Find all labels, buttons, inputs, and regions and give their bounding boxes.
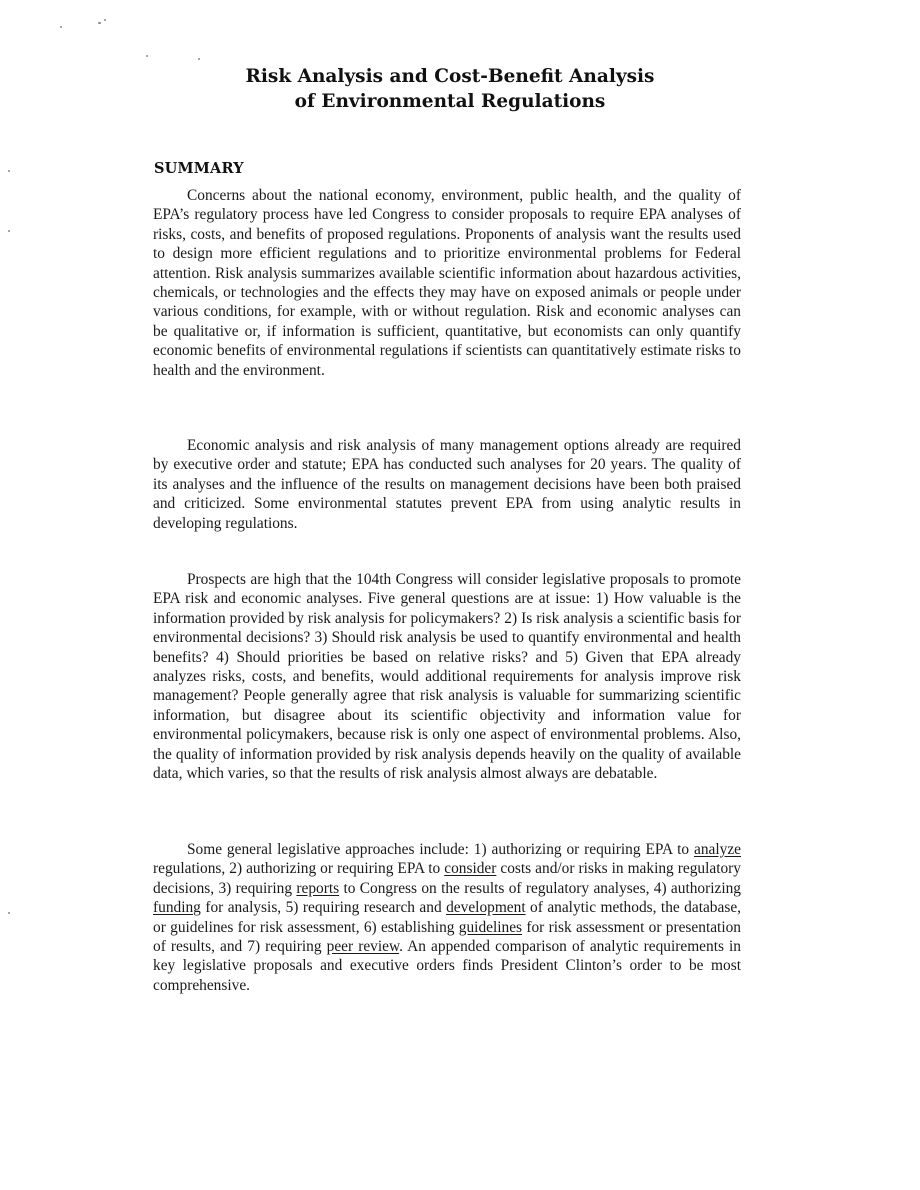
scan-speck: [60, 26, 62, 28]
paragraph-2: Economic analysis and risk analysis of many management options already are required by executive order and statute; EPA has conducted such analyses for 20 years. The quality of its analyses and the influence of the results on management decisions have been both praised and criticized. Some environmental statutes prevent EPA from using analytic results in developing regulations.: [153, 437, 741, 532]
title-line-2: of Environmental Regulations: [294, 91, 606, 112]
document-title: [150, 64, 750, 114]
scan-speck: [98, 22, 101, 24]
paragraph-4-text: . An appended comparison of analytic requirements in key legislative proposals and executive orders finds President Clinton’s order to be most comprehensive.: [153, 938, 741, 994]
paragraph-4-text: costs and/or risks in making regulatory decisions, 3) requiring: [153, 860, 741, 897]
underlined-term: reports: [296, 879, 340, 897]
scan-speck: [8, 170, 10, 172]
paragraph-4-text: for risk assessment or presentation of results, and 7) requiring: [153, 918, 741, 956]
scan-speck: [146, 55, 148, 57]
paragraph-4-text: Some general legislative approaches include: 1) authorizing or requiring EPA to: [187, 841, 694, 858]
title-line-1: Risk Analysis and Cost-Benefit Analysis: [245, 66, 655, 87]
paragraph-4-text: to Congress on the results of regulatory analyses, 4) authorizing: [339, 879, 742, 897]
section-heading: SUMMARY: [154, 160, 244, 177]
underlined-term: consider: [444, 860, 497, 878]
scan-speck: [8, 230, 10, 232]
paragraph-4-text: regulations, 2) authorizing or requiring EPA to: [153, 860, 445, 878]
paragraph-4-text: of analytic methods, the database, or guidelines for risk assessment, 6) establishing: [153, 899, 742, 936]
paragraph-1: Concerns about the national economy, environment, public health, and the quality of EPA’s regulatory process have led Congress to consider proposals to require EPA analyses of risks, costs, and benefits of proposed regulations. Proponents of analysis want the results used to design more efficient regulations and to prioritize environmental problems for Federal attention. Risk analysis summarizes available scientific information about hazardous activities, chemicals, or technologies and the effects they may have on exposed animals or people under various conditions, for example, with or without regulation. Risk and economic analyses can be qualitative or, if information is sufficient, quantitative, but economists can only quantify economic benefits of environmental regulations if scientists can quantitatively estimate risks to health and the environment.: [153, 187, 741, 379]
underlined-term: analyze: [694, 841, 741, 858]
underlined-term: development: [446, 899, 526, 917]
paragraph-4: [153, 840, 741, 995]
scan-speck: [8, 912, 10, 914]
underlined-term: guidelines: [458, 918, 523, 936]
scan-speck: [198, 58, 200, 60]
paragraph-3: Prospects are high that the 104th Congress will consider legislative proposals to promote EPA risk and economic analyses. Five general questions are at issue: 1) How valuable is the information provided by risk analysis for policymakers? 2) Is risk analysis a scientific basis for environmental decisions? 3) Should risk analysis be used to quantify environmental and health benefits? 4) Should priorities be based on relative risks? and 5) Given that EPA already analyzes risks, costs, and benefits, would additional requirements for analysis improve risk management? People generally agree that risk analysis is valuable for summarizing scientific information, but disagree about its scientific objectivity and information value for environmental policymakers, because risk is only one aspect of environmental problems. Also, the quality of information provided by risk analysis depends heavily on the quality of available data, which varies, so that the results of risk analysis almost always are debatable.: [153, 571, 741, 783]
paragraph-4-text: for analysis, 5) requiring research and: [200, 899, 447, 917]
underlined-term: funding: [153, 899, 201, 917]
scan-speck: [104, 19, 106, 21]
underlined-term: peer review: [326, 938, 400, 956]
